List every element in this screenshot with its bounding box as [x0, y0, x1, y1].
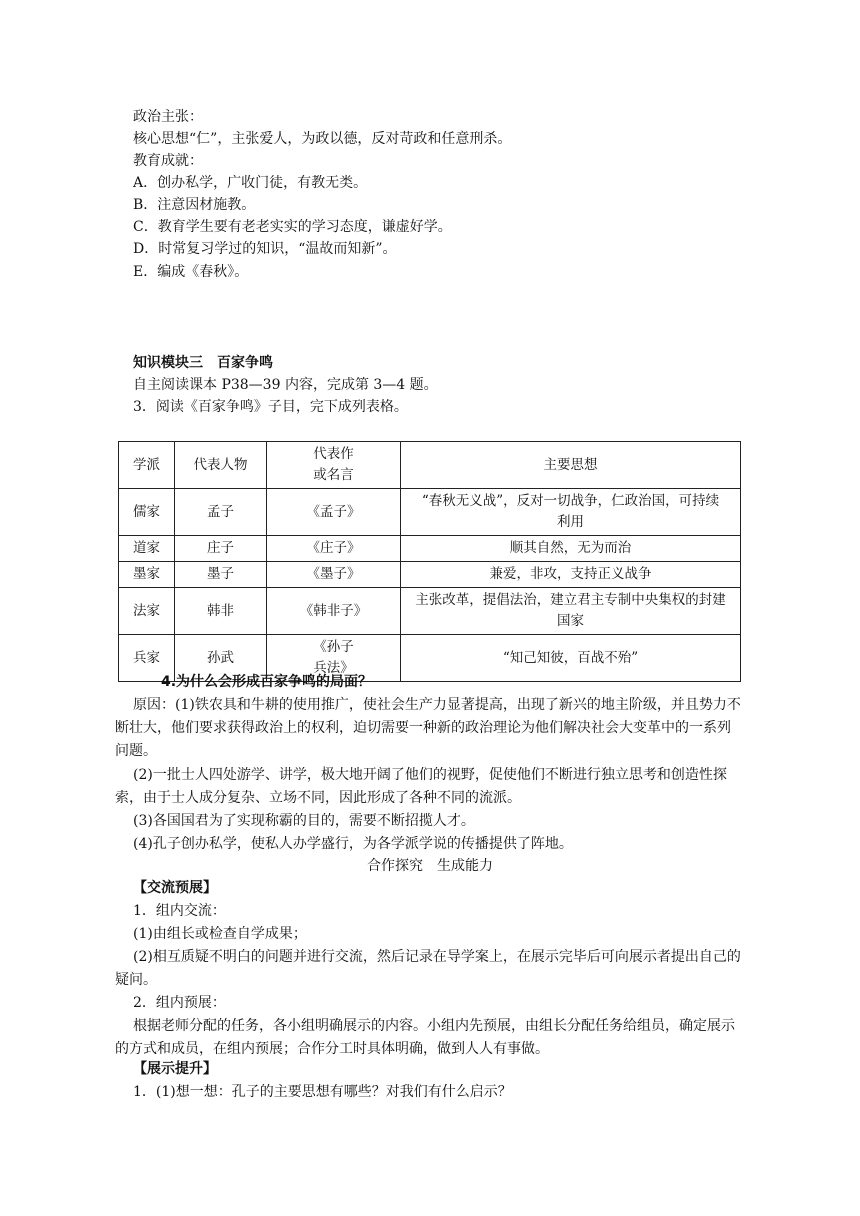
exchange-title: 【交流预展】	[133, 880, 217, 896]
module3-title: 知识模块三 百家争鸣	[133, 355, 273, 371]
education-item-c: C．教育学生要有老老实实的学习态度，谦虚好学。	[133, 219, 452, 235]
cell-thought: 顺其自然，无为而治	[401, 536, 741, 562]
political-text: 核心思想“仁”，主张爱人，为政以德，反对苛政和任意刑杀。	[133, 131, 512, 147]
cell-thought: 兼爱，非攻，支持正义战争	[401, 562, 741, 588]
cell-work: 《墨子》	[267, 562, 401, 588]
q4-reason-3: (3)各国国君为了实现称霸的目的，需要不断招揽人才。	[133, 813, 475, 829]
cell-school: 墨家	[119, 562, 175, 588]
education-item-b: B．注意因材施教。	[133, 197, 256, 213]
education-item-e: E．编成《春秋》。	[133, 264, 249, 280]
q4-reason-2: (2)一批士人四处游学、讲学，极大地开阔了他们的视野，促使他们不断进行独立思考和创造性探索，由于士人成分复杂、立场不同，因此形成了各种不同的流派。	[115, 767, 727, 806]
cell-figure: 孟子	[175, 489, 267, 536]
cell-thought: 主张改革，提倡法治，建立君主专制中央集权的封建国家	[401, 588, 741, 635]
cell-figure: 孙武	[175, 635, 267, 682]
cell-school: 道家	[119, 536, 175, 562]
cell-thought: “春秋无义战”，反对一切战争，仁政治国，可持续利用	[401, 489, 741, 536]
political-label: 政治主张：	[133, 109, 203, 125]
question-4-title: 4.为什么会形成百家争鸣的局面？	[161, 674, 373, 690]
cell-work: 《庄子》	[267, 536, 401, 562]
exchange-item-1b: (2)相互质疑不明白的问题并进行交流，然后记录在导学案上，在展示完毕后可向展示者提出自己的疑问。	[115, 949, 741, 988]
show-title: 【展示提升】	[133, 1061, 217, 1077]
table-header-row	[119, 442, 741, 489]
cell-school: 儒家	[119, 489, 175, 536]
cooperation-heading: 合作探究 生成能力	[367, 858, 493, 874]
table-row	[119, 489, 741, 536]
cell-figure: 庄子	[175, 536, 267, 562]
header-thought: 主要思想	[401, 442, 741, 489]
cell-work: 《孙子兵法》	[267, 635, 401, 682]
exchange-item-1a: (1)由组长或检查自学成果；	[133, 926, 307, 942]
q4-reason-4: (4)孔子创办私学，使私人办学盛行，为各学派学说的传播提供了阵地。	[133, 836, 573, 852]
education-label: 教育成就：	[133, 153, 203, 169]
cell-school: 兵家	[119, 635, 175, 682]
cell-figure: 韩非	[175, 588, 267, 635]
cell-work: 《韩非子》	[267, 588, 401, 635]
header-work: 代表作 或名言	[267, 442, 401, 489]
exchange-item-1: 1．组内交流：	[133, 903, 226, 919]
module3-instruction: 自主阅读课本 P38—39 内容，完成第 3—4 题。	[133, 377, 438, 393]
header-figure: 代表人物	[175, 442, 267, 489]
question-3: 3．阅读《百家争鸣》子目，完下成列表格。	[133, 399, 408, 415]
exchange-item-2-text: 根据老师分配的任务，各小组明确展示的内容。小组内先预展，由组长分配任务给组员，确定展示的方式和成员，在组内预展；合作分工时具体明确，做到人人有事做。	[115, 1018, 735, 1057]
header-school: 学派	[119, 442, 175, 489]
show-question-1: 1．(1)想一想：孔子的主要思想有哪些？对我们有什么启示？	[133, 1084, 512, 1100]
cell-thought: “知己知彼，百战不殆”	[401, 635, 741, 682]
education-item-d: D．时常复习学过的知识，“温故而知新”。	[133, 241, 397, 257]
table-row	[119, 536, 741, 562]
schools-table	[118, 441, 741, 682]
cell-figure: 墨子	[175, 562, 267, 588]
table-row	[119, 562, 741, 588]
education-item-a: A．创办私学，广收门徒，有教无类。	[133, 175, 368, 191]
cell-work: 《孟子》	[267, 489, 401, 536]
exchange-item-2: 2．组内预展：	[133, 995, 226, 1011]
q4-reason-1: 原因：(1)铁农具和牛耕的使用推广，使社会生产力显著提高，出现了新兴的地主阶级，并且势力不断壮大，他们要求获得政治上的权利，迫切需要一种新的政治理论为他们解决社会大变革中的一系列问题。	[115, 697, 741, 759]
cell-school: 法家	[119, 588, 175, 635]
table-row	[119, 588, 741, 635]
